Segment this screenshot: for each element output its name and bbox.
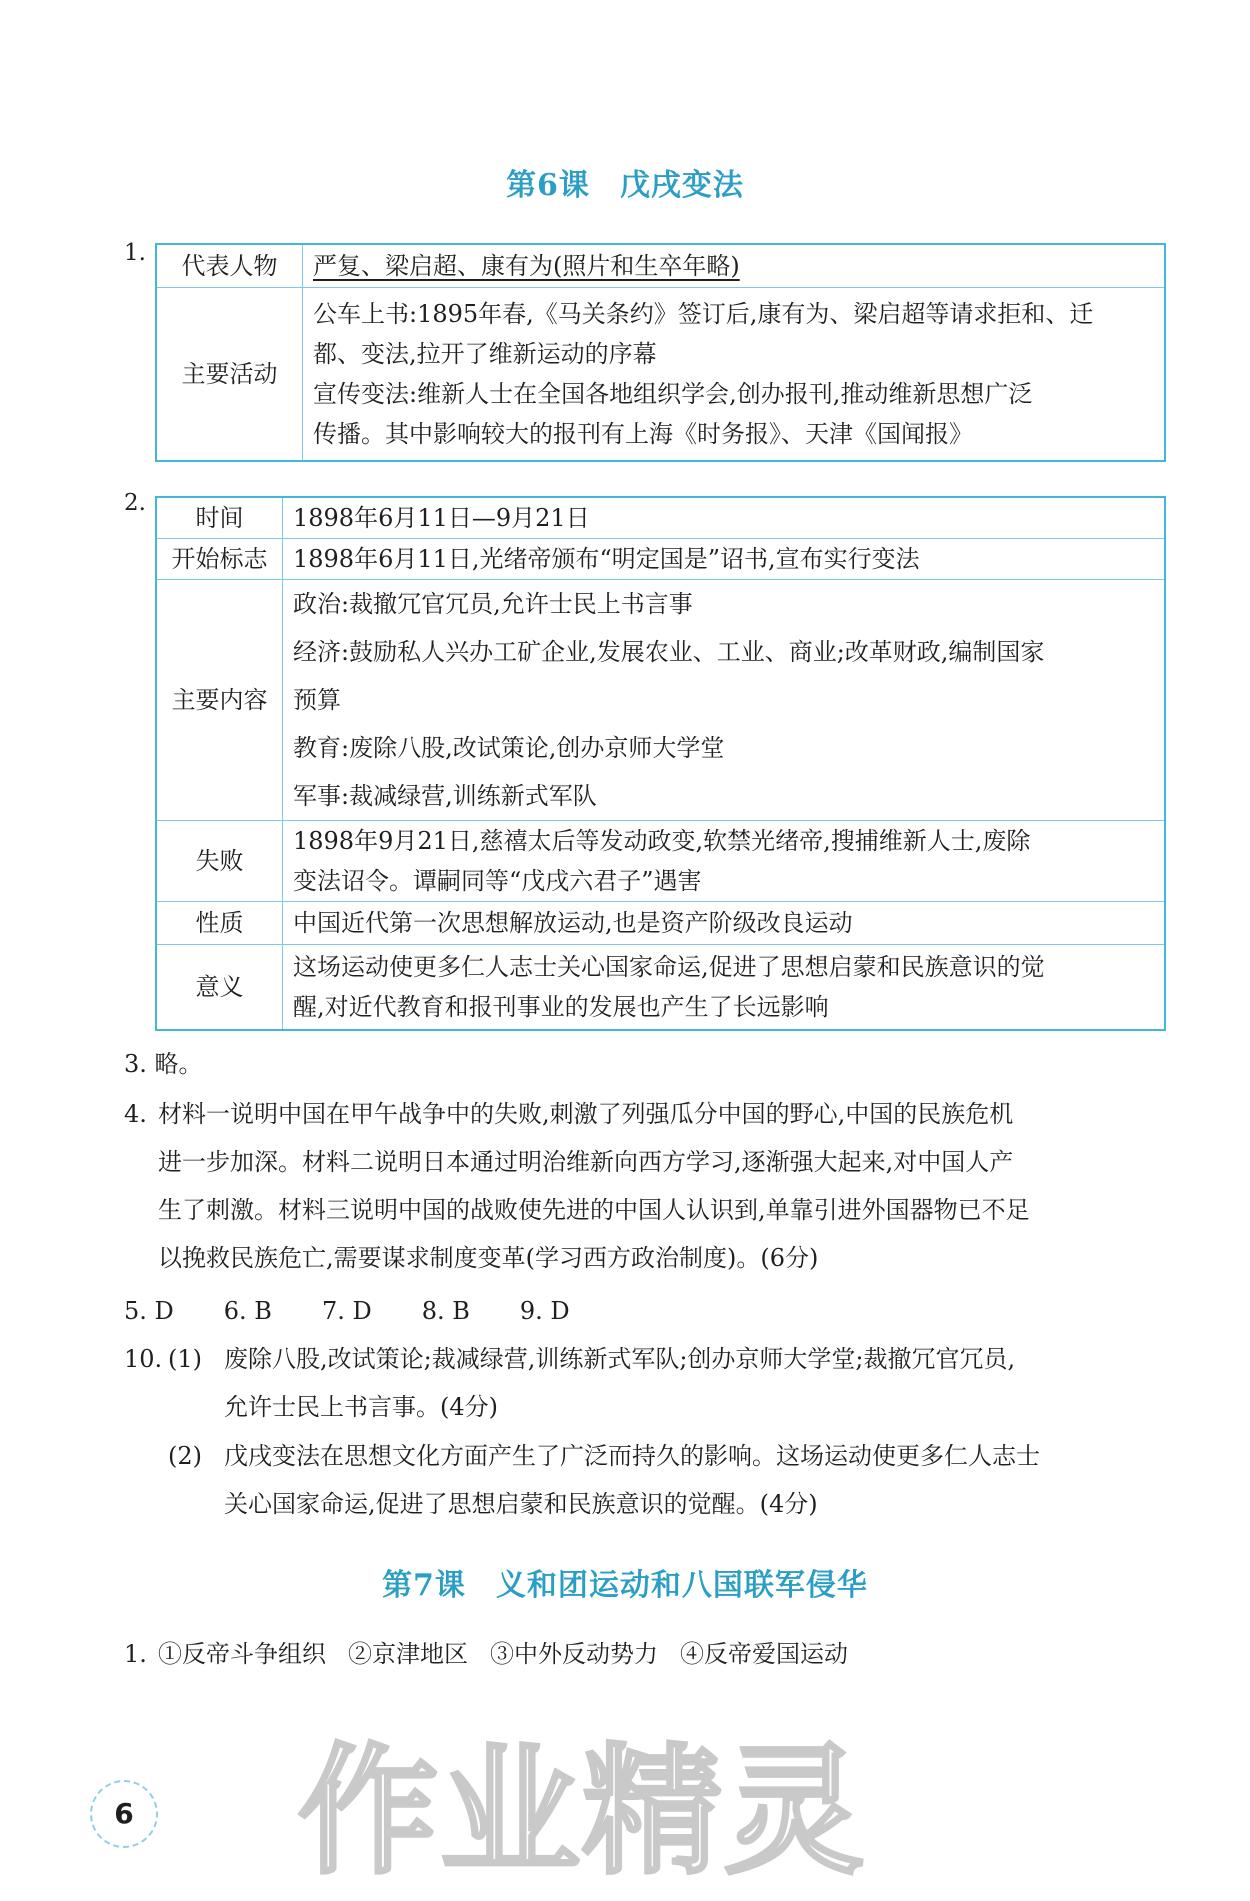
q10-part2-answer <box>224 1432 1174 1528</box>
q4-answer <box>158 1090 1168 1282</box>
watermark-logo: 作业精灵 <box>298 1731 867 1894</box>
answer-item: ③中外反动势力 <box>490 1640 658 1668</box>
text-line: 1898年9月21日,慈禧太后等发动政变,软禁光绪帝,搜捕维新人士,废除 <box>293 827 1031 855</box>
table-row <box>156 288 1165 462</box>
text-line: 宣传变法:维新人士在全国各地组织学会,创办报刊,推动维新思想广泛 <box>313 380 1033 408</box>
q2-start-content: 1898年6月11日,光绪帝颁布“明定国是”诏书,宣布实行变法 <box>283 539 1166 580</box>
answer-item: ①反帝斗争组织 <box>158 1640 326 1668</box>
text-line: 醒,对近代教育和报刊事业的发展也产生了长远影响 <box>293 993 829 1021</box>
q1-label-figures: 代表人物 <box>156 244 303 288</box>
lesson-6-number: 第6课 <box>506 168 590 203</box>
text-line: 生了刺激。材料三说明中国的战败使先进的中国人认识到,单靠引进外国器物已不足 <box>158 1196 1030 1224</box>
answer-item: ④反帝爱国运动 <box>680 1640 848 1668</box>
q1-label-activities: 主要活动 <box>156 288 303 462</box>
q10-part2-number: (2) <box>168 1442 202 1470</box>
answer-item: 9. D <box>519 1297 570 1325</box>
answer-item: 8. B <box>421 1297 470 1325</box>
lesson-7-title <box>0 1560 1250 1604</box>
text-line: 传播。其中影响较大的报刊有上海《时务报》、天津《国闻报》 <box>313 420 973 448</box>
text-line: 这场运动使更多仁人志士关心国家命运,促进了思想启蒙和民族意识的觉 <box>293 953 1045 981</box>
text-line: 戊戌变法在思想文化方面产生了广泛而持久的影响。这场运动使更多仁人志士 <box>224 1442 1040 1470</box>
answer-item: 6. B <box>223 1297 272 1325</box>
text-line: 以挽救民族危亡,需要谋求制度变革(学习西方政治制度)。(6分) <box>158 1244 819 1272</box>
q2-failure-content <box>283 821 1166 902</box>
q2-nature-content: 中国近代第一次思想解放运动,也是资产阶级改良运动 <box>283 902 1166 945</box>
q2-label-failure: 失败 <box>156 821 283 902</box>
q2-label-nature: 性质 <box>156 902 283 945</box>
text-line: 进一步加深。材料二说明日本通过明治维新向西方学习,逐渐强大起来,对中国人产 <box>158 1148 1014 1176</box>
table-row <box>156 539 1165 580</box>
table-row <box>156 497 1165 539</box>
table-row <box>156 244 1165 288</box>
q3-answer: 3. 略。 <box>124 1050 203 1078</box>
text-line: 都、变法,拉开了维新运动的序幕 <box>313 340 657 368</box>
q10-part1-answer <box>224 1335 1174 1431</box>
answer-item: 7. D <box>321 1297 372 1325</box>
q2-label-content: 主要内容 <box>156 580 283 821</box>
lesson-7-number: 第7课 <box>382 1568 466 1603</box>
q5-9-answers <box>124 1287 620 1335</box>
q2-main-content <box>283 580 1166 821</box>
text-line: 教育:废除八股,改试策论,创办京师大学堂 <box>293 734 725 762</box>
q2-number: 2. <box>124 490 146 516</box>
text-line: 经济:鼓励私人兴办工矿企业,发展农业、工业、商业;改革财政,编制国家 <box>293 638 1045 666</box>
lesson-7-name: 义和团运动和八国联军侵华 <box>495 1568 868 1603</box>
q1-activities-content <box>303 288 1166 462</box>
lesson-6-title <box>0 160 1250 204</box>
text-line: 公车上书:1895年春,《马关条约》签订后,康有为、梁启超等请求拒和、迁 <box>313 300 1094 328</box>
text-line: 政治:裁撤冗官冗员,允许士民上书言事 <box>293 590 693 618</box>
q1-figures-content <box>303 244 1166 288</box>
q2-significance-content <box>283 945 1166 1031</box>
text-line: 允许士民上书言事。(4分) <box>224 1393 498 1421</box>
lesson-6-name: 戊戌变法 <box>619 168 744 203</box>
text-line: 材料一说明中国在甲午战争中的失败,刺激了列强瓜分中国的野心,中国的民族危机 <box>158 1100 1014 1128</box>
text-line: 变法诏令。谭嗣同等“戊戌六君子”遇害 <box>293 867 702 895</box>
q1-figures-text: 严复、梁启超、康有为(照片和生卒年略) <box>313 252 740 280</box>
page-number: 6 <box>90 1780 158 1848</box>
text-line: 军事:裁减绿营,训练新式军队 <box>293 782 597 810</box>
table-row <box>156 821 1165 902</box>
l7-q1-number: 1. <box>124 1640 147 1668</box>
q10-number: 10. <box>124 1345 163 1373</box>
answer-item: 5. D <box>124 1297 174 1325</box>
text-line: 预算 <box>293 686 341 714</box>
q10-part1-number: (1) <box>168 1345 202 1373</box>
q1-table <box>155 243 1166 462</box>
text-line: 废除八股,改试策论;裁减绿营,训练新式军队;创办京师大学堂;裁撤冗官冗员, <box>224 1345 1016 1373</box>
text-line: 关心国家命运,促进了思想启蒙和民族意识的觉醒。(4分) <box>224 1490 818 1518</box>
q2-time-content: 1898年6月11日—9月21日 <box>283 497 1166 539</box>
answer-item: ②京津地区 <box>348 1640 468 1668</box>
table-row <box>156 945 1165 1031</box>
q1-number: 1. <box>124 240 146 266</box>
l7-q1-answers <box>158 1630 898 1678</box>
q2-table <box>155 496 1166 1031</box>
q4-number: 4. <box>124 1100 147 1128</box>
table-row <box>156 902 1165 945</box>
q2-label-significance: 意义 <box>156 945 283 1031</box>
table-row <box>156 580 1165 821</box>
q2-label-time: 时间 <box>156 497 283 539</box>
q2-label-start: 开始标志 <box>156 539 283 580</box>
